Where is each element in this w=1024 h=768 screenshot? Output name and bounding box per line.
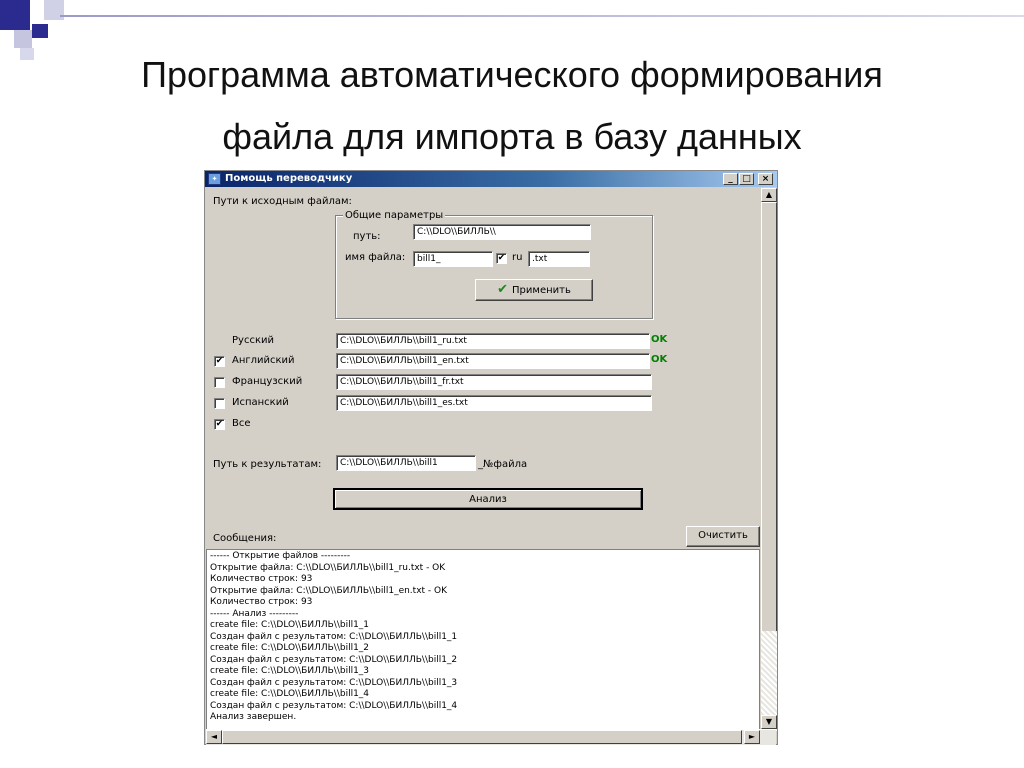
log-line: ------ Открытие файлов ---------	[210, 551, 351, 561]
log-line: Создан файл с результатом: C:\\DLO\\БИЛЛЬ\\bill1_4	[210, 700, 458, 711]
language-checkbox[interactable]: ✔	[215, 356, 224, 366]
language-path-input[interactable]: C:\\DLO\\БИЛЛЬ\\bill1_ru.txt	[336, 333, 650, 349]
slide-decoration-square	[44, 0, 64, 20]
clear-button[interactable]: Очистить	[686, 526, 760, 547]
maximize-button[interactable]: □	[739, 173, 754, 185]
analyze-button[interactable]: Анализ	[333, 488, 643, 510]
language-label: Французский	[232, 376, 303, 387]
general-params-caption: Общие параметры	[345, 210, 444, 221]
scroll-down-icon[interactable]: ▼	[761, 715, 777, 729]
slide-title-line-2: файла для импорта в базу данных	[222, 116, 802, 157]
log-line: Количество строк: 93	[210, 597, 313, 607]
messages-label: Сообщения:	[213, 533, 277, 544]
language-path-input[interactable]: C:\\DLO\\БИЛЛЬ\\bill1_es.txt	[336, 395, 652, 411]
filename-label: имя файла:	[345, 252, 406, 263]
checkmark-icon: ✔	[497, 282, 509, 297]
slide-decoration-square	[0, 0, 30, 30]
log-horizontal-scrollbar[interactable]	[206, 729, 776, 745]
log-line: Анализ завершен.	[210, 712, 297, 722]
log-line: create file: C:\\DLO\\БИЛЛЬ\\bill1_2	[210, 643, 370, 653]
language-checkbox[interactable]	[214, 377, 225, 388]
all-checkbox[interactable]: ✔	[215, 419, 224, 429]
slide-title-line-1: Программа автоматического формирования	[141, 54, 883, 95]
status-ok-badge: OK	[651, 354, 668, 365]
log-line: Создан файл с результатом: C:\\DLO\\БИЛЛЬ\\bill1_1	[210, 631, 458, 642]
log-line: Открытие файла: C:\\DLO\\БИЛЛЬ\\bill1_en.txt - OK	[210, 585, 448, 596]
log-line: create file: C:\\DLO\\БИЛЛЬ\\bill1_4	[210, 689, 370, 699]
window-titlebar[interactable]	[205, 171, 777, 187]
window-title: Помощь переводчику	[225, 173, 353, 184]
log-line: Создан файл с результатом: C:\\DLO\\БИЛЛЬ\\bill1_2	[210, 654, 458, 665]
results-suffix-label: _№файла	[478, 459, 528, 470]
scroll-thumb[interactable]	[761, 202, 777, 636]
results-path-input[interactable]: C:\\DLO\\БИЛЛЬ\\bill1	[336, 455, 476, 471]
log-line: create file: C:\\DLO\\БИЛЛЬ\\bill1_1	[210, 620, 370, 630]
log-vertical-scrollbar[interactable]	[761, 631, 777, 731]
scroll-right-icon[interactable]: ►	[744, 730, 760, 744]
slide-decoration-square	[14, 30, 32, 48]
language-label: Английский	[232, 355, 295, 366]
log-line: Количество строк: 93	[210, 574, 313, 584]
source-paths-label: Пути к исходным файлам:	[213, 196, 352, 207]
language-path-input[interactable]: C:\\DLO\\БИЛЛЬ\\bill1_fr.txt	[336, 374, 652, 390]
path-input[interactable]: C:\\DLO\\БИЛЛЬ\\	[413, 224, 591, 240]
slide-top-line	[60, 15, 1024, 17]
form-vertical-scrollbar[interactable]	[761, 188, 777, 630]
close-button[interactable]: ×	[758, 173, 773, 185]
log-line: ------ Анализ ---------	[210, 608, 299, 619]
apply-button-label: Применить	[512, 285, 571, 296]
results-path-label: Путь к результатам:	[213, 459, 322, 470]
app-icon: ✦	[208, 173, 221, 185]
filename-input[interactable]: bill1_	[413, 251, 493, 267]
slide-decoration-square	[32, 24, 48, 38]
language-label: Испанский	[232, 397, 289, 408]
log-line: Создан файл с результатом: C:\\DLO\\БИЛЛЬ\\bill1_3	[210, 677, 458, 688]
language-checkbox[interactable]	[214, 398, 225, 409]
all-label: Все	[232, 418, 251, 429]
lang-suffix-checkbox[interactable]: ✔	[497, 253, 506, 263]
extension-input[interactable]: .txt	[528, 251, 590, 267]
log-line: create file: C:\\DLO\\БИЛЛЬ\\bill1_3	[210, 666, 370, 676]
scroll-up-icon[interactable]: ▲	[761, 188, 777, 202]
log-line: Открытие файла: C:\\DLO\\БИЛЛЬ\\bill1_ru.txt - OK	[210, 562, 446, 573]
apply-button[interactable]	[475, 279, 593, 301]
language-path-input[interactable]: C:\\DLO\\БИЛЛЬ\\bill1_en.txt	[336, 353, 650, 369]
scroll-left-icon[interactable]: ◄	[206, 730, 222, 744]
horizontal-scroll-thumb[interactable]	[222, 730, 742, 744]
language-label: Русский	[232, 335, 274, 346]
app-window	[204, 170, 778, 745]
path-label: путь:	[353, 231, 381, 242]
log-memo[interactable]	[206, 549, 760, 731]
lang-code-label: ru	[512, 252, 523, 263]
status-ok-badge: OK	[651, 334, 668, 345]
minimize-button[interactable]: _	[723, 173, 738, 185]
